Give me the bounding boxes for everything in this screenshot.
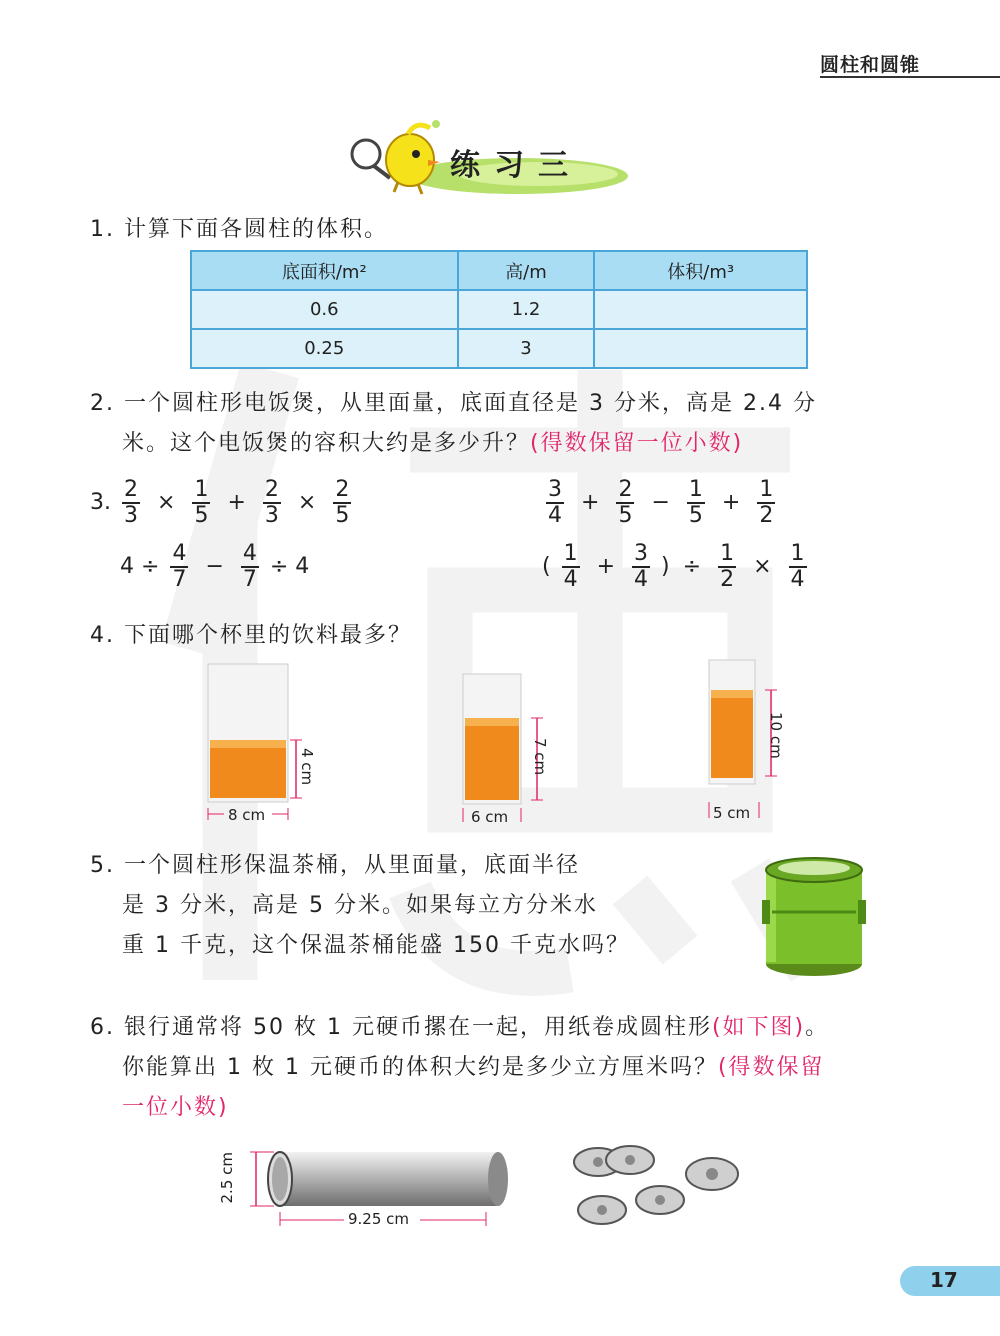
fraction: $\frac{1}{2}$ [720, 541, 735, 592]
cup-3-height: 10 cm [767, 712, 785, 759]
table-row [191, 329, 807, 368]
fraction: $\frac{4}{7}$ [242, 541, 257, 592]
fraction: $\frac{1}{4}$ [790, 541, 805, 592]
table-cell: 0.25 [191, 329, 458, 368]
fraction: $\frac{3}{4}$ [634, 541, 649, 592]
q2-number: 2. [90, 391, 115, 416]
cup-2 [455, 668, 565, 828]
q3-expr-1: 3. $\frac{2}{3}$ × $\frac{1}{5}$ + $\frac{2}{3}$ × $\frac{2}{5}$ [90, 477, 350, 528]
fraction: $\frac{2}{5}$ [618, 477, 633, 528]
table-cell: 0.6 [191, 290, 458, 329]
fraction: $\frac{1}{2}$ [759, 477, 774, 528]
coin-roll-figure [214, 1138, 514, 1234]
cup-2-diameter: 6 cm [471, 808, 509, 826]
cup-3-graphic [703, 656, 813, 826]
roll-length: 9.25 cm [348, 1210, 410, 1228]
q6: 6. 银行通常将 50 枚 1 元硬币摞在一起，用纸卷成圆柱形(如下图)。 你能算出 1 枚 1 元硬币的体积大约是多少立方厘米吗？(得数保留 一位小数) [90, 1008, 970, 1128]
table-cell: 3 [458, 329, 595, 368]
table-header: 底面积/m² [191, 251, 458, 290]
cup-1-height: 4 cm [298, 748, 316, 786]
table-cell [594, 329, 807, 368]
chapter-title: 圆柱和圆锥 [820, 54, 921, 76]
q2 [90, 384, 970, 464]
q6-number: 6. [90, 1015, 115, 1040]
fraction: $\frac{2}{3}$ [264, 477, 279, 528]
q6-line1: 银行通常将 50 枚 1 元硬币摞在一起，用纸卷成圆柱形 [124, 1015, 712, 1040]
q6-note-1: (得数保留 [717, 1055, 825, 1080]
coins-image [570, 1140, 760, 1232]
tea-bucket-image [760, 852, 870, 982]
q4 [90, 616, 412, 656]
tea-bucket-graphic [760, 852, 870, 982]
cup-1 [200, 658, 330, 828]
volume-table [190, 250, 808, 369]
q3-expr-3: 4 ÷ $\frac{4}{7}$ − $\frac{4}{7}$ ÷ 4 [120, 541, 310, 592]
q6-line2: 你能算出 1 枚 1 元硬币的体积大约是多少立方厘米吗？ [122, 1055, 718, 1080]
q4-number: 4. [90, 623, 115, 648]
q5-line3: 重 1 千克，这个保温茶桶能盛 150 千克水吗？ [122, 933, 630, 958]
roll-diameter: 2.5 cm [218, 1152, 236, 1204]
fraction: $\frac{3}{4}$ [548, 477, 562, 528]
q5-line2: 是 3 分米，高是 5 分米。如果每立方分米水 [122, 893, 598, 918]
exercise-title: 练习三 [450, 148, 582, 183]
fraction: $\frac{4}{7}$ [172, 541, 187, 592]
table-header: 高/m [458, 251, 595, 290]
table-cell: 1.2 [458, 290, 595, 329]
table-header: 体积/m³ [594, 251, 807, 290]
q5-line1: 一个圆柱形保温茶桶，从里面量，底面半径 [124, 853, 581, 878]
fraction: $\frac{1}{5}$ [688, 477, 703, 528]
q3-number: 3. [90, 490, 111, 515]
q4-text: 下面哪个杯里的饮料最多？ [124, 623, 413, 648]
fraction: $\frac{2}{5}$ [335, 477, 350, 528]
q3-expr-2: $\frac{3}{4}$ + $\frac{2}{5}$ − $\frac{1}{5}$ + $\frac{1}{2}$ [548, 477, 774, 528]
q5 [90, 846, 690, 966]
fraction: $\frac{1}{5}$ [194, 477, 209, 528]
table-header-row [191, 251, 807, 290]
table-row [191, 290, 807, 329]
table-cell [594, 290, 807, 329]
q3-expr-4: ( $\frac{1}{4}$ + $\frac{3}{4}$ ) ÷ $\frac{1}{2}$ × $\frac{1}{4}$ [542, 541, 805, 592]
fraction: $\frac{2}{3}$ [124, 477, 138, 528]
cup-1-diameter: 8 cm [228, 806, 266, 824]
q1 [90, 210, 388, 250]
q2-note: (得数保留一位小数) [530, 431, 744, 456]
cup-1-graphic [200, 658, 330, 828]
q6-note-2: 一位小数) [122, 1095, 229, 1120]
q2-line2: 米。这个电饭煲的容积大约是多少升？ [122, 431, 531, 456]
q5-number: 5. [90, 853, 115, 878]
cup-2-height: 7 cm [531, 738, 549, 776]
cup-3 [703, 656, 813, 826]
cup-3-diameter: 5 cm [713, 804, 751, 822]
header-rule [820, 76, 1000, 78]
page-number: 17 [930, 1268, 958, 1292]
q1-text: 计算下面各圆柱的体积。 [124, 217, 389, 242]
q6-note-figure: (如下图) [711, 1015, 806, 1040]
coins-graphic [570, 1140, 760, 1232]
q2-line1: 一个圆柱形电饭煲，从里面量，底面直径是 3 分米，高是 2.4 分 [124, 391, 817, 416]
q1-number: 1. [90, 217, 115, 242]
fraction: $\frac{1}{4}$ [563, 541, 578, 592]
